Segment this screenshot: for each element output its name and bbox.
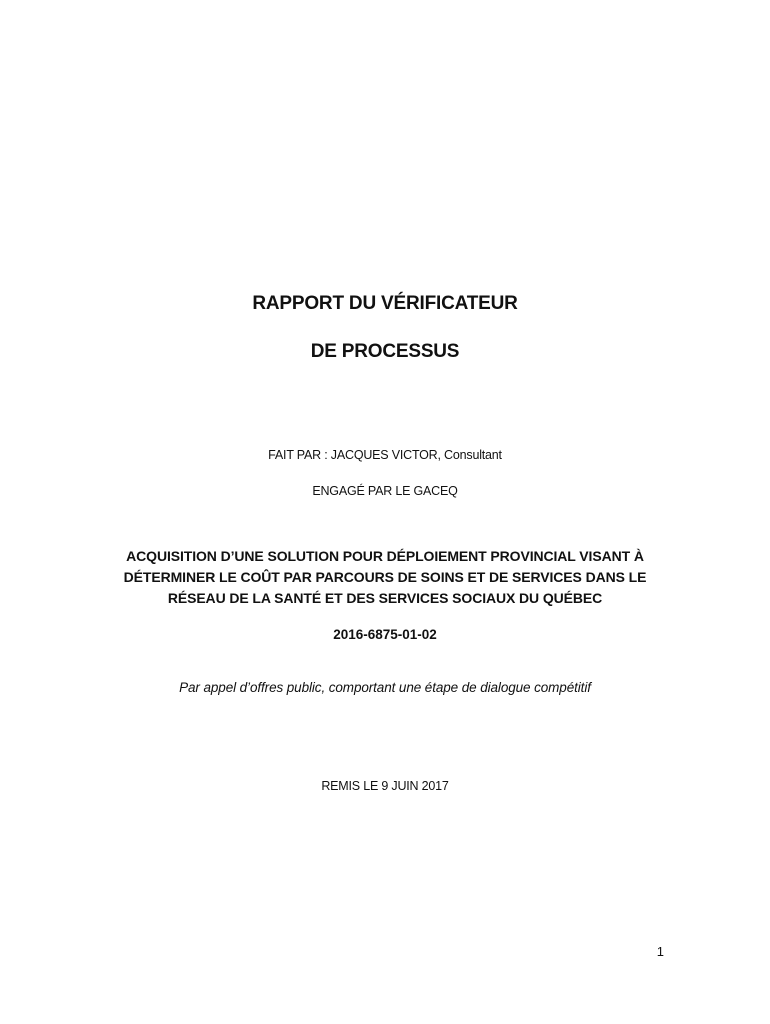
engaged-by-line: ENGAGÉ PAR LE GACEQ — [312, 484, 458, 498]
author-line: FAIT PAR : JACQUES VICTOR, Consultant — [268, 448, 502, 462]
subject-line-1: ACQUISITION D’UNE SOLUTION POUR DÉPLOIEMENT PROVINCIAL VISANT À — [126, 548, 644, 564]
page-number: 1 — [656, 944, 664, 959]
submission-date: REMIS LE 9 JUIN 2017 — [321, 779, 449, 793]
reference-number: 2016-6875-01-02 — [333, 627, 437, 642]
procurement-mode: Par appel d’offres public, comportant une étape de dialogue compétitif — [179, 680, 591, 695]
subject-line-2: DÉTERMINER LE COÛT PAR PARCOURS DE SOINS ET DE SERVICES DANS LE — [123, 569, 647, 585]
subject-line-3: RÉSEAU DE LA SANTÉ ET DES SERVICES SOCIAUX DU QUÉBEC — [167, 590, 603, 606]
report-title-line-2: DE PROCESSUS — [310, 341, 460, 362]
report-title-line-1: RAPPORT DU VÉRIFICATEUR — [252, 293, 518, 314]
